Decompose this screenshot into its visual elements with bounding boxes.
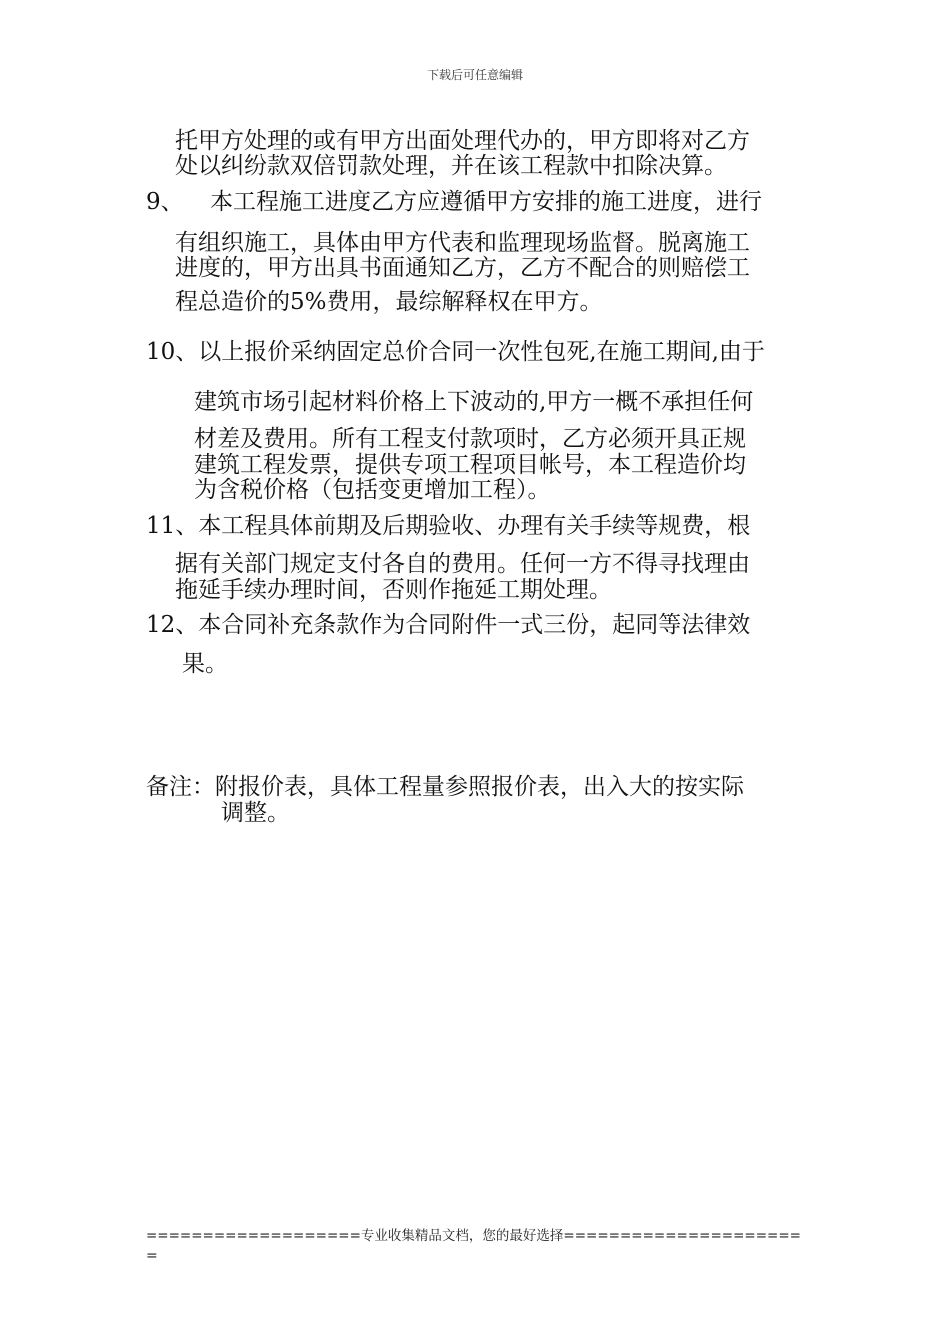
paragraph-line: 拖延手续办理时间，否则作拖延工期处理。 [175,577,612,603]
paragraph-line: 果。 [182,651,228,677]
paragraph-line: 10、以上报价采纳固定总价合同一次性包死,在施工期间,由于 [146,339,765,365]
page-footer [146,1226,810,1266]
paragraph-line: 处以纠纷款双倍罚款处理，并在该工程款中扣除决算。 [175,153,727,179]
paragraph-line: 据有关部门规定支付各自的费用。任何一方不得寻找理由 [175,551,750,577]
footer-text: ===================专业收集精品文档，您的最好选择===================== [146,1228,801,1244]
paragraph-line: 本工程施工进度乙方应遵循甲方安排的施工进度，进行 [210,189,762,215]
item-number: 9、 [146,189,184,215]
paragraph-line: 建筑工程发票，提供专项工程项目帐号，本工程造价均 [194,452,746,478]
paragraph-line: 为含税价格（包括变更增加工程）。 [194,477,551,503]
page-header: 下载后可任意编辑 [426,68,523,82]
paragraph-line: 进度的，甲方出具书面通知乙方，乙方不配合的则赔偿工 [175,255,750,281]
paragraph-line: 建筑市场引起材料价格上下波动的,甲方一概不承担任何 [194,389,754,415]
paragraph-line: 材差及费用。所有工程支付款项时，乙方必须开具正规 [194,426,746,452]
remark-line: 调整。 [221,800,290,826]
paragraph-line: 有组织施工，具体由甲方代表和监理现场监督。脱离施工 [175,230,750,256]
paragraph-line: 11、本工程具体前期及后期验收、办理有关手续等规费，根 [146,513,751,539]
paragraph-line: 程总造价的5%费用，最综解释权在甲方。 [175,289,603,315]
paragraph-line: 托甲方处理的或有甲方出面处理代办的，甲方即将对乙方 [175,128,750,154]
paragraph-line: 12、本合同补充条款作为合同附件一式三份，起同等法律效 [146,612,751,638]
remark-line: 备注：附报价表，具体工程量参照报价表，出入大的按实际 [146,774,744,800]
footer-text-wrap: = [146,1248,158,1264]
